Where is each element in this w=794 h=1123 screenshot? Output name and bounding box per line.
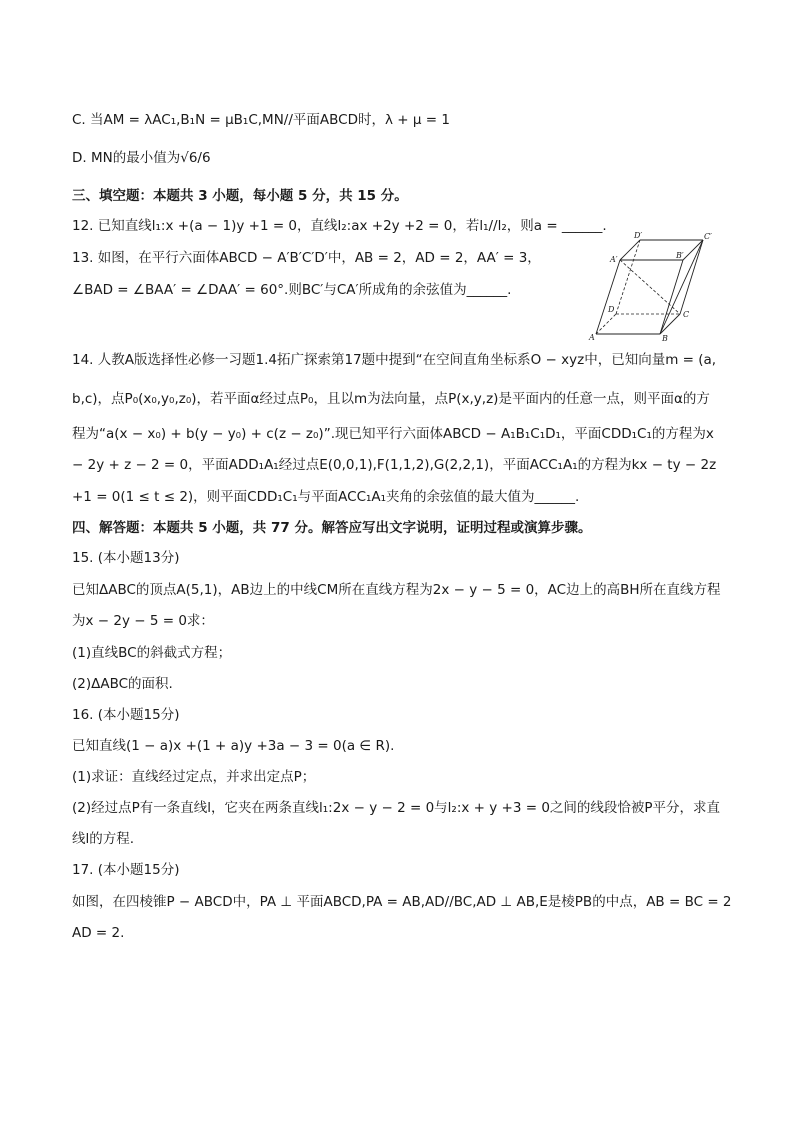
question-14-text-line4: − 2y + z − 2 = 0，平面ADD₁A₁经过点E(0,0,1),F(1,1,2),G(2,2,1)，平面ACC₁A₁的方程为kx − ty − 2z [72,457,717,473]
parallelepiped-figure [588,232,720,342]
question-12-text: 12. 已知直线l₁:x +(a − 1)y +1 = 0，直线l₂:ax +2y +2 = 0，若l₁//l₂，则a = ______. [72,218,607,234]
option-d-text: D. MN的最小值为√6/6 [72,150,211,166]
question-14-text-line1: 14. 人教A版选择性必修一习题1.4拓广探索第17题中提到“在空间直角坐标系O − xyz中，已知向量m = (a, [72,352,717,368]
edge-a-a1 [596,260,620,334]
question-17-text-line1: 如图，在四棱锥P − ABCD中，PA ⊥ 平面ABCD,PA = AB,AD//BC,AD ⊥ AB,E是棱PB的中点，AB = BC = 2 [72,894,732,910]
label-a1: A′ [610,255,618,264]
question-16-part1: (1)求证：直线经过定点，并求出定点P； [72,769,316,785]
question-15-part2: (2)ΔABC的面积. [72,676,173,692]
label-a: A [589,333,595,342]
question-16-part2-line2: 线l的方程. [72,831,135,847]
question-14-text-line2: b,c)，点P₀(x₀,y₀,z₀)，若平面α经过点P₀，且以m为法向量，点P(x,y,z)是平面内的任意一点，则平面α的方 [72,391,710,407]
question-17-text-line2: AD = 2. [72,925,125,941]
question-13-text-line2: ∠BAD = ∠BAA′ = ∠DAA′ = 60°.则BC′与CA′所成角的余弦值为______. [72,282,512,298]
segment-a1-c-hidden [620,260,680,314]
question-14-text-line3: 程为“a(x − x₀) + b(y − y₀) + c(z − z₀)”.现已知平行六面体ABCD − A₁B₁C₁D₁，平面CDD₁C₁的方程为x [72,426,714,442]
section-heading-fill-in: 三、填空题：本题共 3 小题，每小题 5 分，共 15 分。 [72,188,408,204]
section-heading-solutions: 四、解答题：本题共 5 小题，共 77 分。解答应写出文字说明，证明过程或演算步骤。 [72,520,592,536]
label-c: C [683,310,690,319]
question-15-title: 15. (本小题13分) [72,550,180,566]
question-15-text-line1: 已知ΔABC的顶点A(5,1)，AB边上的中线CM所在直线方程为2x − y − 5 = 0，AC边上的高BH所在直线方程 [72,582,721,598]
edge-d-d1-hidden [616,240,640,314]
label-b: B [662,334,668,343]
question-14-text-line5: +1 = 0(1 ≤ t ≤ 2)，则平面CDD₁C₁与平面ACC₁A₁夹角的余弦值的最大值为______. [72,489,580,505]
label-b1: B′ [676,251,684,260]
label-c1: C′ [704,232,712,241]
question-15-text-line2: 为x − 2y − 5 = 0求： [72,613,214,629]
question-16-title: 16. (本小题15分) [72,707,180,723]
question-16-part2-line1: (2)经过点P有一条直线l，它夹在两条直线l₁:2x − y − 2 = 0与l₂:x + y +3 = 0之间的线段恰被P平分，求直 [72,800,721,816]
label-d: D [608,305,615,314]
label-d1: D′ [634,231,643,240]
question-13-text-line1: 13. 如图，在平行六面体ABCD − A′B′C′D′中，AB = 2，AD = 2，AA′ = 3， [72,250,541,266]
parallelepiped-diagram [588,232,720,342]
option-c-text: C. 当AM = λAC₁,B₁N = μB₁C,MN//平面ABCD时，λ + μ = 1 [72,112,450,128]
question-15-part1: (1)直线BC的斜截式方程； [72,645,232,661]
question-17-title: 17. (本小题15分) [72,862,180,878]
question-16-text: 已知直线(1 − a)x +(1 + a)y +3a − 3 = 0(a ∈ R). [72,738,395,754]
